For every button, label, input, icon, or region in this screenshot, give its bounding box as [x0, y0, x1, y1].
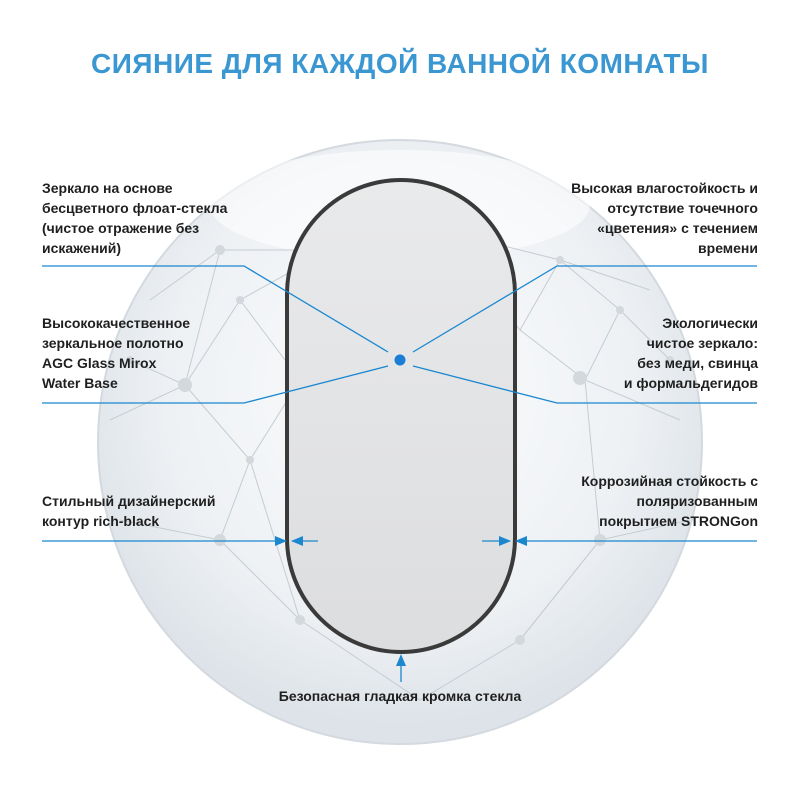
page-title: СИЯНИЕ ДЛЯ КАЖДОЙ ВАННОЙ КОМНАТЫ — [91, 48, 709, 79]
center-dot — [395, 355, 406, 366]
callout-eco: Экологически чистое зеркало: без меди, свинца и формальдегидов — [623, 315, 758, 391]
callout-float-glass: Зеркало на основе бесцветного флоат-стекла (чистое отражение без искажений) — [42, 180, 228, 256]
callout-contour: Стильный дизайнерский контур rich-black — [42, 493, 216, 529]
mirror-body — [287, 180, 515, 652]
callout-moisture: Высокая влагостойкость и отсутствие точечного «цветения» с течением времени — [571, 180, 758, 256]
callout-corrosion: Коррозийная стойкость с поляризованным покрытием STRONGon — [581, 473, 758, 529]
callout-agc: Высококачественное зеркальное полотно AGC Glass Mirox Water Base — [42, 315, 191, 391]
callout-edge: Безопасная гладкая кромка стекла — [278, 688, 522, 704]
